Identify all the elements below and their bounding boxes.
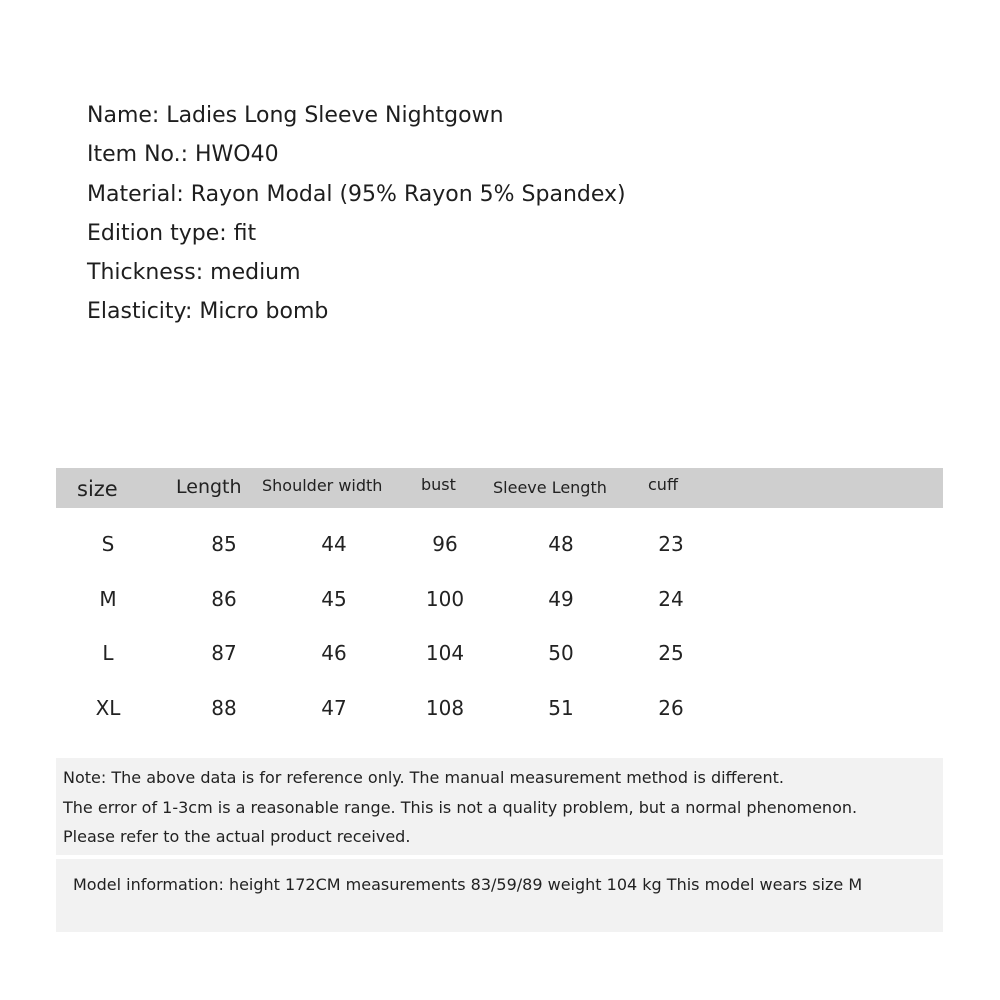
cell-size: XL (95, 695, 121, 720)
cell-length: 87 (211, 641, 237, 665)
cell-sleeve-length: 48 (548, 532, 574, 556)
table-row (56, 518, 943, 573)
product-spec-list (87, 96, 626, 332)
spec-elasticity: Elasticity: Micro bomb (87, 299, 329, 325)
cell-bust: 104 (425, 641, 465, 665)
header-length: Length (176, 476, 242, 498)
cell-shoulder-width: 45 (321, 586, 347, 611)
spec-thickness: Thickness: medium (87, 260, 301, 286)
cell-size: M (99, 586, 117, 611)
cell-length: 86 (211, 586, 237, 611)
size-table-body (56, 518, 943, 736)
size-table-header (56, 468, 943, 508)
cell-size: L (102, 641, 114, 665)
cell-cuff: 25 (658, 641, 684, 665)
header-cuff: cuff (648, 475, 678, 494)
measurement-note (56, 758, 943, 855)
header-sleeve-length: Sleeve Length (493, 478, 607, 497)
cell-bust: 96 (432, 532, 458, 556)
cell-shoulder-width: 46 (321, 641, 347, 665)
cell-bust: 108 (425, 695, 465, 720)
header-size: size (77, 477, 118, 501)
model-information-text: Model information: height 172CM measurements 83/59/89 weight 104 kg This model wears size M (73, 875, 863, 894)
spec-name: Name: Ladies Long Sleeve Nightgown (87, 103, 504, 128)
cell-cuff: 23 (658, 532, 684, 556)
spec-item-number: Item No.: HWO40 (87, 142, 279, 168)
cell-bust: 100 (425, 586, 465, 611)
cell-shoulder-width: 44 (321, 532, 347, 556)
table-row (56, 627, 943, 682)
note-line: Please refer to the actual product received. (63, 827, 411, 846)
note-line: Note: The above data is for reference only. The manual measurement method is different. (63, 768, 784, 787)
cell-size: S (101, 532, 115, 556)
table-row (56, 682, 943, 737)
header-bust: bust (421, 475, 456, 494)
cell-length: 85 (211, 532, 237, 556)
cell-shoulder-width: 47 (321, 695, 347, 720)
note-line: The error of 1-3cm is a reasonable range. This is not a quality problem, but a normal phenomenon. (63, 798, 858, 817)
spec-edition-type: Edition type: fit (87, 220, 257, 246)
cell-cuff: 26 (658, 695, 684, 720)
header-shoulder-width: Shoulder width (262, 476, 383, 495)
cell-sleeve-length: 50 (548, 641, 574, 665)
cell-cuff: 24 (658, 586, 684, 611)
spec-material: Material: Rayon Modal (95% Rayon 5% Spandex) (87, 181, 626, 207)
cell-sleeve-length: 51 (548, 695, 574, 720)
model-information (56, 859, 943, 932)
cell-length: 88 (211, 695, 237, 720)
table-row (56, 573, 943, 628)
cell-sleeve-length: 49 (548, 586, 574, 611)
